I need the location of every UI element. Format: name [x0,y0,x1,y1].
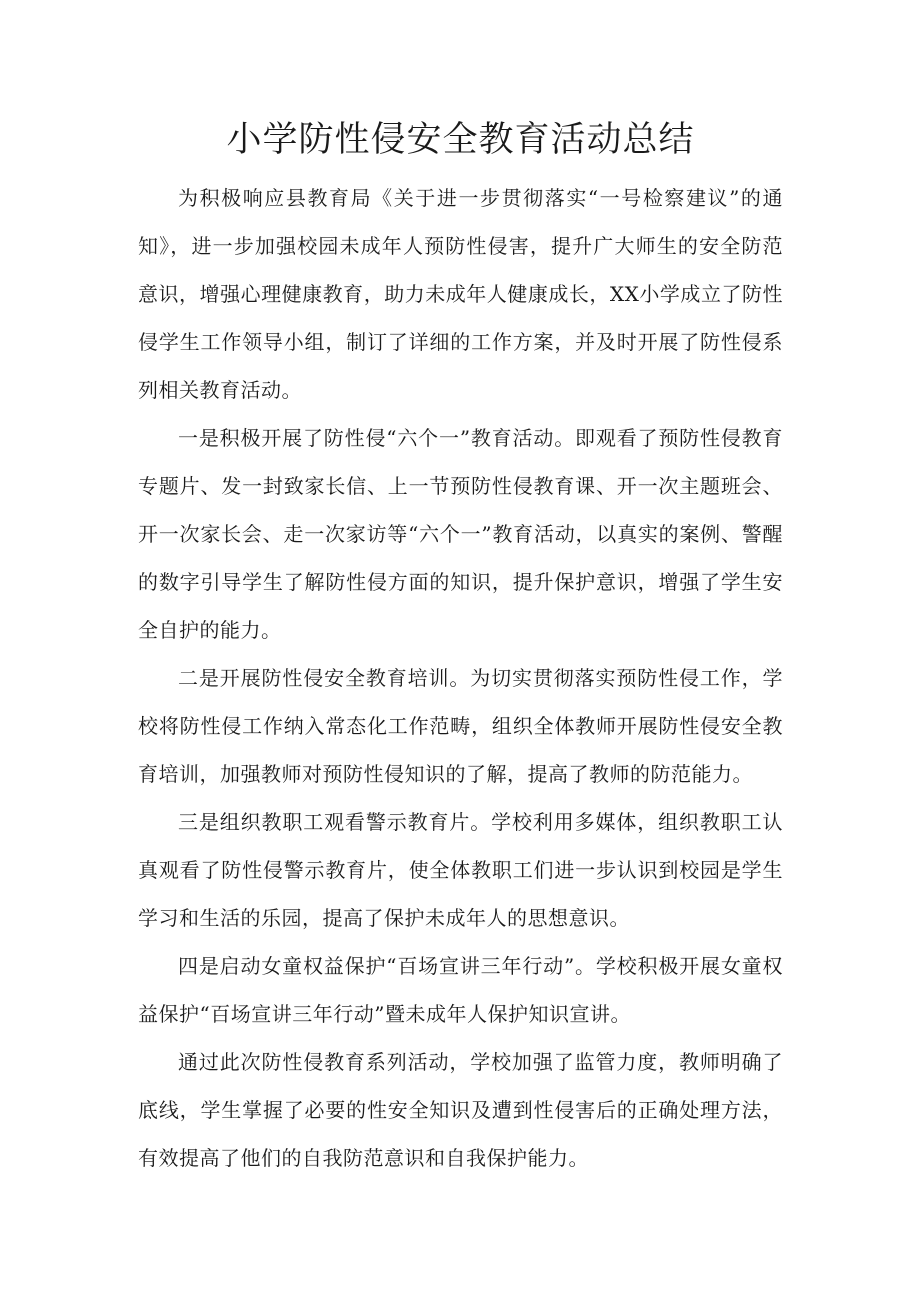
document-title: 小学防性侵安全教育活动总结 [226,120,695,160]
document-page [138,112,783,1182]
paragraph-two: 二是开展防性侵安全教育培训。为切实贯彻落实预防性侵工作，学校将防性侵工作纳入常态化工作范畴，组织全体教师开展防性侵安全教育培训，加强教师对预防性侵知识的了解，提高了教师的防范能力。 [138,666,783,786]
paragraph-four: 四是启动女童权益保护“百场宣讲三年行动”。学校积极开展女童权益保护“百场宣讲三年行动”暨未成年人保护知识宣讲。 [138,954,783,1026]
paragraph-conclusion: 通过此次防性侵教育系列活动，学校加强了监管力度，教师明确了底线，学生掌握了必要的性安全知识及遭到性侵害后的正确处理方法，有效提高了他们的自我防范意识和自我保护能力。 [138,1050,783,1170]
paragraph-intro: 为积极响应县教育局《关于进一步贯彻落实“一号检察建议”的通知》，进一步加强校园未成年人预防性侵害，提升广大师生的安全防范意识，增强心理健康教育，助力未成年人健康成长，XX小学成立了防性侵学生工作领导小组，制订了详细的工作方案，并及时开展了防性侵系列相关教育活动。 [138,186,783,402]
paragraph-one: 一是积极开展了防性侵“六个一”教育活动。即观看了预防性侵教育专题片、发一封致家长信、上一节预防性侵教育课、开一次主题班会、开一次家长会、走一次家访等“六个一”教育活动，以真实的案例、警醒的数字引导学生了解防性侵方面的知识，提升保护意识，增强了学生安全自护的能力。 [138,426,783,642]
paragraph-three: 三是组织教职工观看警示教育片。学校利用多媒体，组织教职工认真观看了防性侵警示教育片，使全体教职工们进一步认识到校园是学生学习和生活的乐园，提高了保护未成年人的思想意识。 [138,810,783,930]
